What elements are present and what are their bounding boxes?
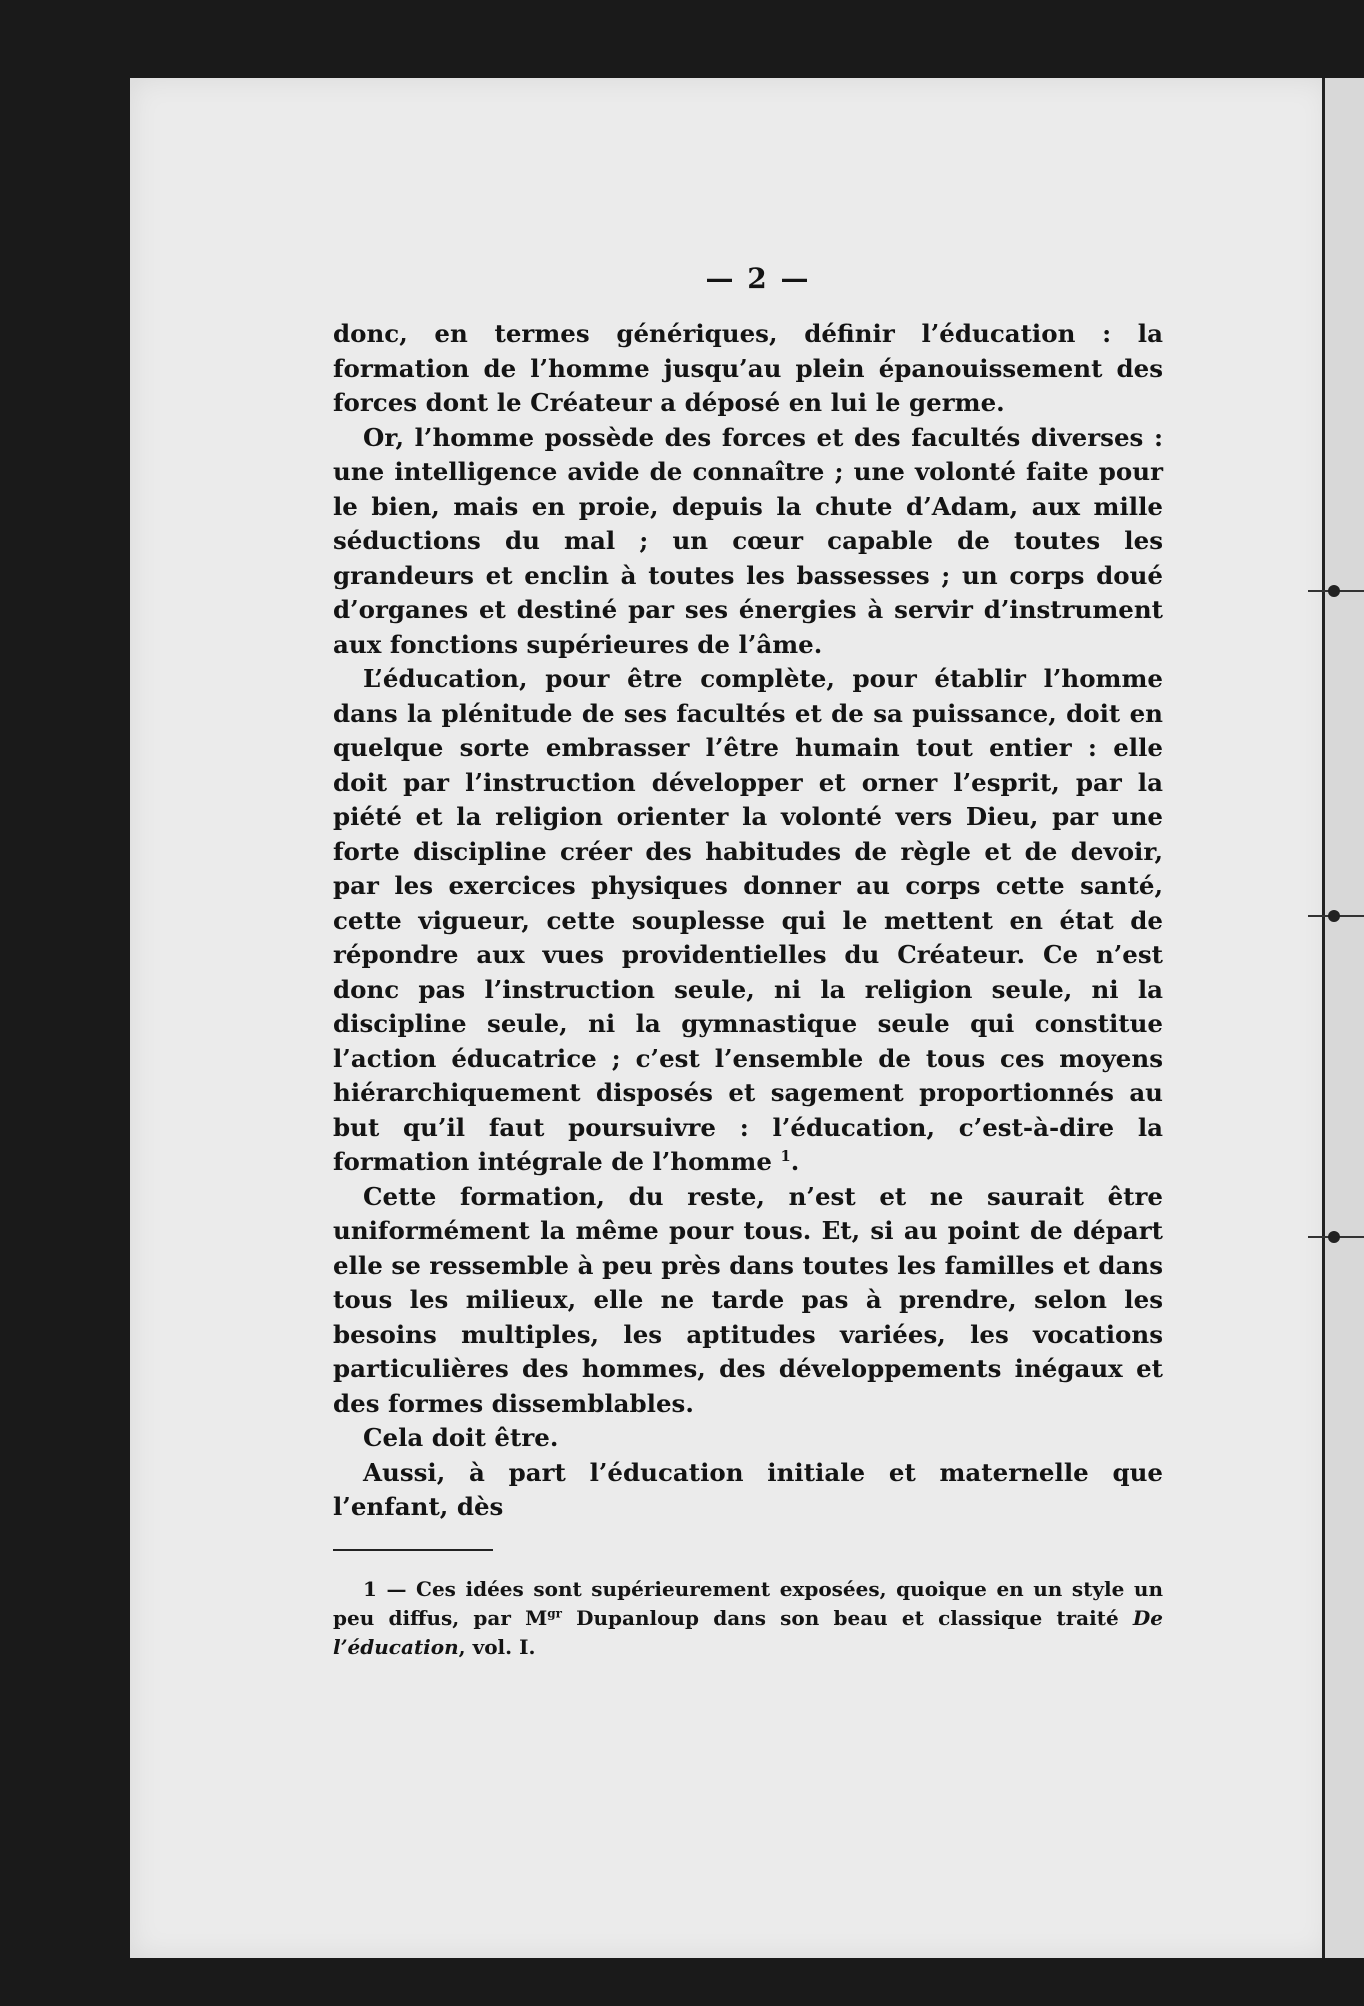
paragraph-5: Cela doit être. xyxy=(363,1423,559,1452)
page-number: — 2 — xyxy=(705,262,811,295)
footnote xyxy=(333,1575,1163,1662)
footnote-middle: Dupanloup dans son beau et classique traité xyxy=(561,1605,1133,1630)
paragraph-3-end: . xyxy=(790,1147,800,1176)
paragraph-1: donc, en termes génériques, définir l’éducation : la formation de l’homme jusqu’au plein épanouissement des forces dont le Créateur a déposé en lui le germe. xyxy=(333,319,1163,417)
footnote-tail: , vol. I. xyxy=(458,1634,536,1659)
binding-mark xyxy=(1308,1236,1364,1238)
footnote-honorific: gr xyxy=(547,1605,562,1620)
binding-mark xyxy=(1308,915,1364,917)
paragraph-4: Cette formation, du reste, n’est et ne saurait être uniformément la même pour tous. Et, si au point de départ elle se ressemble à peu près dans toutes les familles et dans tous les milieux, elle ne tarde pas à prendre, selon les besoins multiples, les aptitudes variées, les vocations particulières des hommes, des développements inégaux et des formes dissemblables. xyxy=(333,1181,1163,1418)
paragraph-3 xyxy=(333,662,1163,1180)
page-text xyxy=(333,262,1163,1662)
footnote-divider xyxy=(333,1549,493,1551)
paragraph-2: Or, l’homme possède des forces et des facultés diverses : une intelligence avide de connaître ; une volonté faite pour le bien, mais en proie, depuis la chute d’Adam, aux mille séductions du mal ; un cœur capable de toutes les grandeurs et enclin à toutes les bassesses ; un corps doué d’organes et destiné par ses énergies à servir d’instrument aux fonctions supérieures de l’âme. xyxy=(333,422,1163,659)
binding-mark xyxy=(1308,590,1364,592)
adjacent-page-edge xyxy=(1322,78,1364,1958)
paragraph-6: Aussi, à part l’éducation initiale et maternelle que l’enfant, dès xyxy=(333,1457,1163,1521)
paragraph-3-text: L’éducation, pour être complète, pour établir l’homme dans la plénitude de ses facultés et de sa puissance, doit en quelque sorte embrasser l’être humain tout entier : elle doit par l’instruction développer et orner l’esprit, par la piété et la religion orienter la volonté vers Dieu, par une forte discipline créer des habitudes de règle et de devoir, par les exercices physiques donner au corps cette santé, cette vigueur, cette souplesse qui le mettent en état de répondre aux vues providentielles du Créateur. Ce n’est donc pas l’instruction seule, ni la religion seule, ni la discipline seule, ni la gymnastique seule qui constitue l’action éducatrice ; c’est l’ensemble de tous ces moyens hiérarchiquement disposés et sagement proportionnés au but qu’il faut poursuivre : l’éducation, c’est-à-dire la formation intégrale de l’homme xyxy=(333,664,1163,1176)
footnote-lead: 1 — Ces idées sont supérieurement exposées, quoique en un style un peu diffus, par M xyxy=(333,1576,1163,1630)
footnote-book-title: De l’éducation xyxy=(333,1605,1163,1659)
footnote-reference[interactable]: 1 xyxy=(780,1147,791,1165)
